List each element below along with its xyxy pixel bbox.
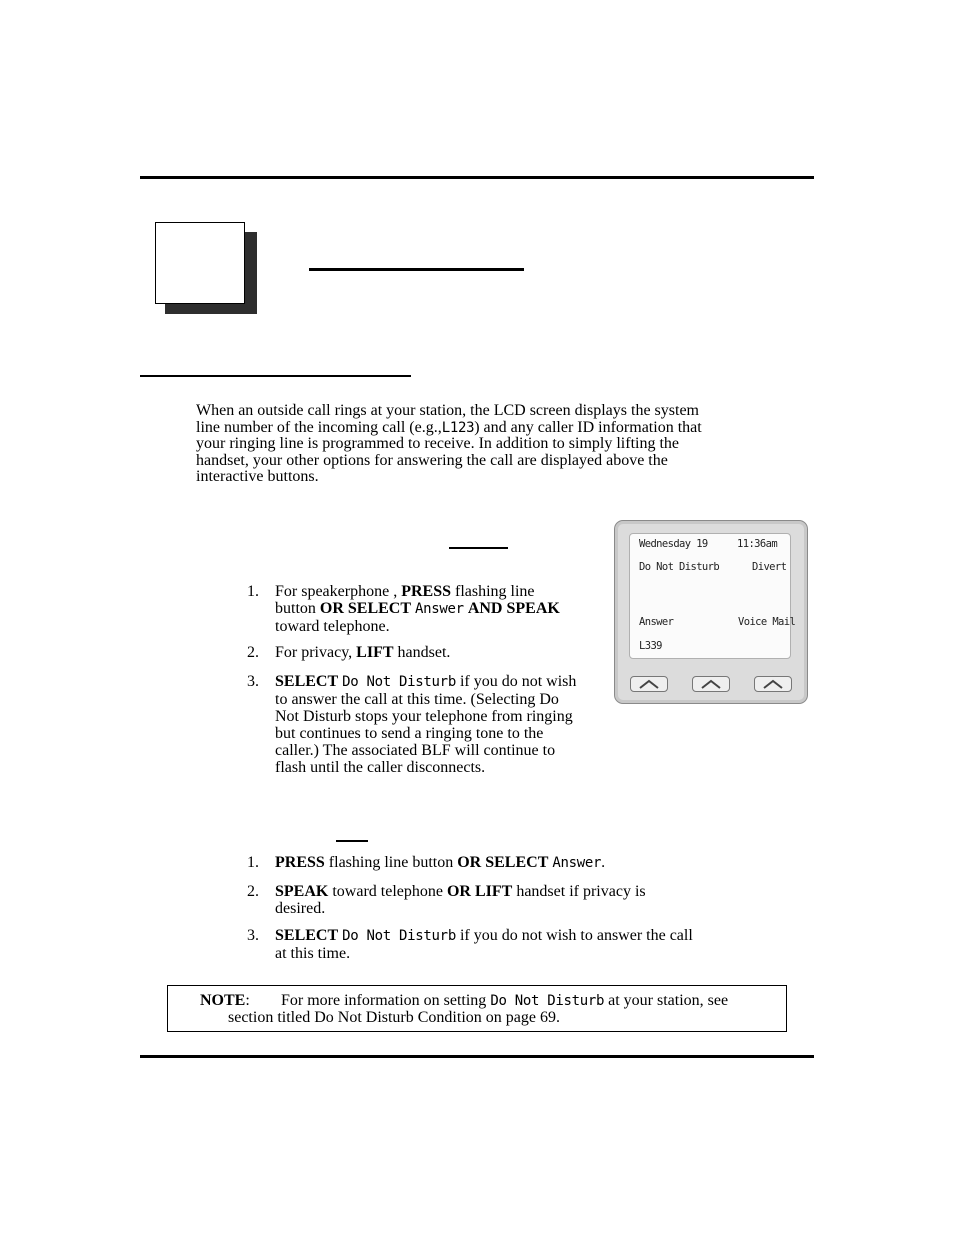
chapter-title-underline [309, 268, 524, 271]
list2-item-1: 1. PRESS flashing line button OR SELECT Answer. [247, 854, 606, 871]
lcd-display [614, 520, 808, 704]
chevron-up-icon [755, 677, 791, 691]
answer-softkey-text: Answer [552, 855, 602, 871]
list1-item-1: 1. For speakerphone , PRESS flashing line button OR SELECT Answer AND SPEAK toward telephone. [247, 583, 560, 635]
note-box: NOTE: For more information on setting Do Not Disturb at your station, see section titled Do Not Disturb Condition on page 69. [167, 985, 787, 1032]
note-line-1: For more information on setting Do Not Disturb at your station, see [281, 992, 729, 1009]
chevron-up-icon [631, 677, 667, 691]
answer-softkey-text: Answer [415, 601, 464, 617]
intro-line-1: When an outside call rings at your station, the LCD screen displays the system [196, 402, 699, 419]
line-code: L123 [441, 419, 475, 436]
list1-item-3: 3. SELECT Do Not Disturb if you do not wish to answer the call at this time. (Selecting Do Not Disturb stops your telephone from ringing but continues to send a ringing tone to the caller.) The associated BLF will continue to flash until the caller disconnects. [247, 673, 577, 776]
note-label: NOTE [200, 992, 246, 1009]
dnd-softkey-text: Do Not Disturb [342, 674, 456, 690]
note-line-2: section titled Do Not Disturb Condition on page 69. [228, 1009, 560, 1026]
lcd-voice-mail: Voice Mail [738, 616, 796, 628]
section-heading-underline [140, 375, 411, 377]
dnd-softkey-text: Do Not Disturb [342, 928, 456, 944]
intro-paragraph [196, 403, 756, 486]
intro-line-3: your ringing line is programmed to receive. In addition to simply lifting the [196, 435, 680, 452]
lcd-screen [629, 533, 796, 659]
subheading-underline-1 [449, 547, 508, 549]
dnd-softkey-text: Do Not Disturb [490, 993, 605, 1009]
top-rule [140, 176, 814, 179]
lcd-divert: Divert [752, 561, 787, 573]
subheading-underline-2 [336, 840, 368, 842]
list1-item-2: 2. For privacy, LIFT handset. [247, 644, 451, 661]
interactive-button-right [754, 676, 792, 692]
lcd-do-not-disturb: Do Not Disturb [639, 561, 720, 573]
lcd-line: L339 [639, 640, 662, 652]
lcd-date: Wednesday 19 [639, 538, 708, 550]
intro-line-5: interactive buttons. [196, 468, 319, 485]
chapter-box [155, 222, 245, 304]
chevron-up-icon [693, 677, 729, 691]
lcd-time: 11:36am [737, 538, 778, 550]
list2-item-3: 3. SELECT Do Not Disturb if you do not wish to answer the call at this time. [247, 927, 693, 962]
lcd-answer: Answer [639, 616, 674, 628]
list2-item-2: 2. SPEAK toward telephone OR LIFT handset if privacy is desired. [247, 883, 646, 917]
intro-line-4: handset, your other options for answering the call are displayed above the [196, 451, 668, 469]
interactive-button-middle [692, 676, 730, 692]
interactive-button-left [630, 676, 668, 692]
bottom-rule [140, 1055, 814, 1058]
intro-line-2: line number of the incoming call (e.g.,L123) and any caller ID information that [196, 418, 702, 436]
